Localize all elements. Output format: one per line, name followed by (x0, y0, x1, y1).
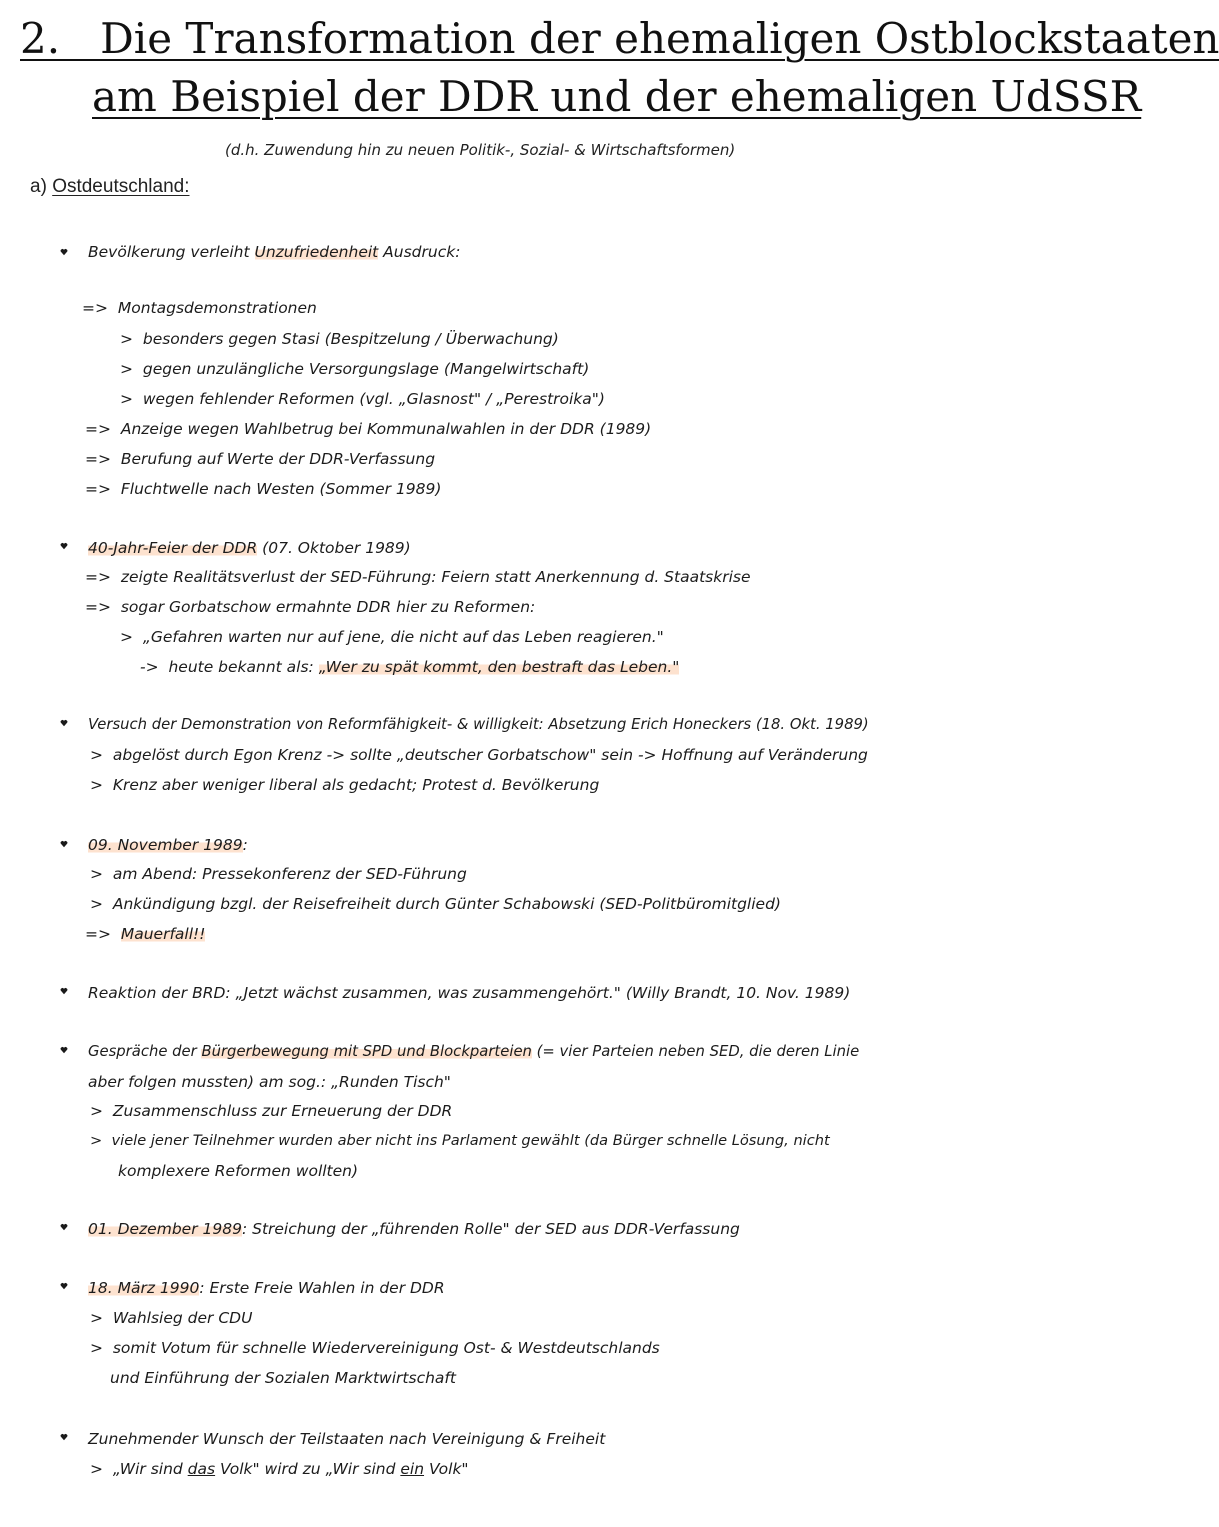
block-8-line-1: > Wahlsieg der CDU (90, 1309, 253, 1327)
block-8-head: 18. März 1990: Erste Freie Wahlen in der DDR (88, 1279, 445, 1297)
subtitle: (d.h. Zuwendung hin zu neuen Politik-, Sozial- & Wirtschaftsformen) (225, 141, 736, 159)
block-1-line-1a: > besonders gegen Stasi (Bespitzelung / Überwachung) (120, 330, 559, 348)
block-8-line-2: > somit Votum für schnelle Wiedervereinigung Ost- & Westdeutschlands (90, 1339, 660, 1357)
section-prefix: a) (30, 176, 53, 197)
block-9-head: Zunehmender Wunsch der Teilstaaten nach Vereinigung & Freiheit (88, 1430, 606, 1448)
block-1-line-1: => Montagsdemonstrationen (82, 299, 317, 317)
heart-bullet-icon (60, 1433, 68, 1441)
block-6-head-2: aber folgen mussten) am sog.: „Runden Tisch" (88, 1073, 451, 1091)
block-1-head: Bevölkerung verleiht Unzufriedenheit Ausdruck: (88, 243, 461, 261)
block-1-line-4: => Fluchtwelle nach Westen (Sommer 1989) (85, 480, 442, 498)
block-2-head: 40-Jahr-Feier der DDR (07. Oktober 1989) (88, 539, 411, 557)
block-2-line-1: => zeigte Realitätsverlust der SED-Führung: Feiern statt Anerkennung d. Staatskrise (85, 568, 751, 586)
block-3-head: Versuch der Demonstration von Reformfähigkeit- & willigkeit: Absetzung Erich Honeckers (18. Okt. 1989) (88, 716, 869, 733)
heart-bullet-icon (60, 1282, 68, 1290)
block-2-line-4: -> heute bekannt als: „Wer zu spät kommt, den bestraft das Leben." (140, 658, 680, 676)
section-heading (30, 176, 190, 198)
block-1-line-1b: > gegen unzulängliche Versorgungslage (Mangelwirtschaft) (120, 360, 590, 378)
block-3-line-1: > abgelöst durch Egon Krenz -> sollte „deutscher Gorbatschow" sein -> Hoffnung auf Veränderung (90, 746, 868, 764)
title-line-1: 2. Die Transformation der ehemaligen Ostblockstaaten (20, 14, 1219, 63)
block-7-head: 01. Dezember 1989: Streichung der „führenden Rolle" der SED aus DDR-Verfassung (88, 1220, 740, 1238)
block-3-line-2: > Krenz aber weniger liberal als gedacht; Protest d. Bevölkerung (90, 776, 600, 794)
heart-bullet-icon (60, 987, 68, 995)
block-4-line-3: => Mauerfall!! (85, 925, 206, 943)
heart-bullet-icon (60, 1046, 68, 1054)
heart-bullet-icon (60, 248, 68, 256)
block-1-line-3: => Berufung auf Werte der DDR-Verfassung (85, 450, 436, 468)
section-label: Ostdeutschland: (52, 176, 190, 197)
block-6-head: Gespräche der Bürgerbewegung mit SPD und Blockparteien (= vier Parteien neben SED, die deren Linie (88, 1043, 860, 1060)
heart-bullet-icon (60, 542, 68, 550)
block-4-head: 09. November 1989: (88, 836, 248, 854)
block-1-line-1c: > wegen fehlender Reformen (vgl. „Glasnost" / „Perestroika") (120, 390, 605, 408)
heart-bullet-icon (60, 1223, 68, 1231)
heart-bullet-icon (60, 719, 68, 727)
block-4-line-2: > Ankündigung bzgl. der Reisefreiheit durch Günter Schabowski (SED-Politbüromitglied) (90, 895, 781, 913)
title-line-2: am Beispiel der DDR und der ehemaligen UdSSR (92, 72, 1142, 121)
block-6-line-2: > viele jener Teilnehmer wurden aber nicht ins Parlament gewählt (da Bürger schnelle Lösung, nicht (90, 1132, 830, 1149)
block-6-line-1: > Zusammenschluss zur Erneuerung der DDR (90, 1102, 453, 1120)
heart-bullet-icon (60, 840, 68, 848)
block-1-line-2: => Anzeige wegen Wahlbetrug bei Kommunalwahlen in der DDR (1989) (85, 420, 652, 438)
block-2-line-3: > „Gefahren warten nur auf jene, die nicht auf das Leben reagieren." (120, 628, 664, 646)
block-8-line-2b: und Einführung der Sozialen Marktwirtschaft (110, 1369, 456, 1387)
block-9-line-1: > „Wir sind das Volk" wird zu „Wir sind ein Volk" (90, 1460, 469, 1478)
block-2-line-2: => sogar Gorbatschow ermahnte DDR hier zu Reformen: (85, 598, 536, 616)
block-6-line-2b: komplexere Reformen wollten) (118, 1162, 359, 1180)
block-5-head: Reaktion der BRD: „Jetzt wächst zusammen, was zusammengehört." (Willy Brandt, 10. Nov. 1989) (88, 984, 851, 1002)
block-4-line-1: > am Abend: Pressekonferenz der SED-Führung (90, 865, 467, 883)
